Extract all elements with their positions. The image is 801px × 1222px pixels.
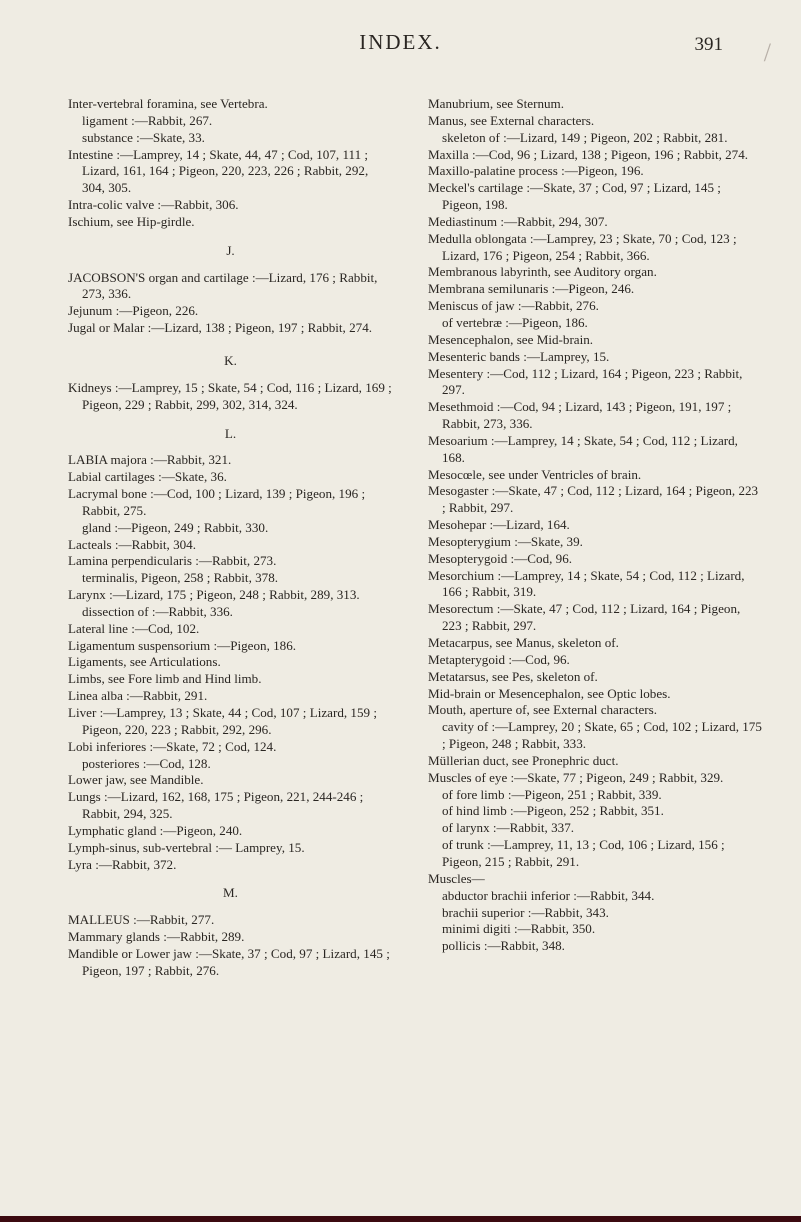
index-subentry: substance :—Skate, 33. <box>82 129 205 145</box>
index-entry: Lacrymal bone :—Cod, 100 ; Lizard, 139 ; Pigeon, 196 ; Rabbit, 275. <box>68 486 366 518</box>
index-entry: Mid-brain or Mesencephalon, see Optic lobes. <box>428 685 671 701</box>
index-entry: Limbs, see Fore limb and Hind limb. <box>68 671 262 687</box>
section-letter: L. <box>224 425 237 441</box>
index-entry: Mesethmoid :—Cod, 94 ; Lizard, 143 ; Pigeon, 191, 197 ; Rabbit, 273, 336. <box>428 399 732 432</box>
index-subentry: of trunk :—Lamprey, 11, 13 ; Cod, 106 ; Lizard, 156 ; Pigeon, 215 ; Rabbit, 291. <box>442 837 725 869</box>
index-entry: Liver :—Lamprey, 13 ; Skate, 44 ; Cod, 107 ; Lizard, 159 ; Pigeon, 220, 223 ; Rabbit, 292, 296. <box>68 705 377 737</box>
index-entry: Jejunum :—Pigeon, 226. <box>68 303 199 319</box>
index-entry: Larynx :—Lizard, 175 ; Pigeon, 248 ; Rabbit, 289, 313. <box>68 587 360 603</box>
index-entry: Lobi inferiores :—Skate, 72 ; Cod, 124. <box>68 738 277 754</box>
index-subentry: of larynx :—Rabbit, 337. <box>442 820 575 836</box>
index-entry: Kidneys :—Lamprey, 15 ; Skate, 54 ; Cod, 116 ; Lizard, 169 ; Pigeon, 229 ; Rabbit, 299, 302, 314, 324. <box>68 379 392 412</box>
index-entry: Lacteals :—Rabbit, 304. <box>68 536 196 552</box>
index-entry: Mandible or Lower jaw :—Skate, 37 ; Cod, 97 ; Lizard, 145 ; Pigeon, 197 ; Rabbit, 276. <box>68 945 390 978</box>
index-subentry: of fore limb :—Pigeon, 251 ; Rabbit, 339. <box>442 786 662 802</box>
index-entry: Medulla oblongata :—Lamprey, 23 ; Skate, 70 ; Cod, 123 ; Lizard, 176 ; Pigeon, 254 ; Rabbit, 366. <box>428 230 737 263</box>
page-number: 391 <box>694 34 723 55</box>
index-entry: Mesogaster :—Skate, 47 ; Cod, 112 ; Lizard, 164 ; Pigeon, 223 ; Rabbit, 297. <box>428 483 759 516</box>
index-entry: Intestine :—Lamprey, 14 ; Skate, 44, 47 ; Cod, 107, 111 ; Lizard, 161, 164 ; Pigeon, 220, 223, 226 ; Rabbit, 292, 304, 305. <box>68 146 369 196</box>
index-entry: Lyra :—Rabbit, 372. <box>68 856 177 872</box>
index-entry: Müllerian duct, see Pronephric duct. <box>428 752 619 768</box>
index-entry: Meniscus of jaw :—Rabbit, 276. <box>428 298 599 314</box>
index-entry: Meckel's cartilage :—Skate, 37 ; Cod, 97 ; Lizard, 145 ; Pigeon, 198. <box>428 180 721 213</box>
index-entry: JACOBSON'S organ and cartilage :—Lizard, 176 ; Rabbit, 273, 336. <box>68 269 378 302</box>
index-subentry: brachii superior :—Rabbit, 343. <box>442 904 609 920</box>
index-entry: Maxilla :—Cod, 96 ; Lizard, 138 ; Pigeon, 196 ; Rabbit, 274. <box>428 146 749 162</box>
page-header <box>0 30 801 70</box>
index-entry: Muscles of eye :—Skate, 77 ; Pigeon, 249 ; Rabbit, 329. <box>428 769 724 785</box>
index-entry: Mammary glands :—Rabbit, 289. <box>68 929 245 945</box>
index-entry: Intra-colic valve :—Rabbit, 306. <box>68 197 239 213</box>
index-entry: Lymphatic gland :—Pigeon, 240. <box>68 822 243 838</box>
index-entry: Labial cartilages :—Skate, 36. <box>68 469 227 485</box>
index-entry: Mesenteric bands :—Lamprey, 15. <box>428 348 610 364</box>
index-entry: Metacarpus, see Manus, skeleton of. <box>428 635 619 650</box>
index-entry: Lungs :—Lizard, 162, 168, 175 ; Pigeon, 221, 244-246 ; Rabbit, 294, 325. <box>68 789 364 822</box>
index-entry: Mediastinum :—Rabbit, 294, 307. <box>428 213 608 229</box>
index-entry: Ligaments, see Articulations. <box>68 654 221 670</box>
section-letter: M. <box>223 885 238 901</box>
index-subentry: dissection of :—Rabbit, 336. <box>82 603 233 619</box>
index-entry: Mesencephalon, see Mid-brain. <box>428 331 594 347</box>
index-subentry: minimi digiti :—Rabbit, 350. <box>442 921 596 937</box>
index-entry: Manubrium, see Sternum. <box>428 96 565 111</box>
index-entry: MALLEUS :—Rabbit, 277. <box>68 912 215 928</box>
index-subentry: ligament :—Rabbit, 267. <box>82 112 213 128</box>
index-subentry: gland :—Pigeon, 249 ; Rabbit, 330. <box>82 519 269 535</box>
index-entry: Mesentery :—Cod, 112 ; Lizard, 164 ; Pigeon, 223 ; Rabbit, 297. <box>428 365 743 398</box>
index-entry: Maxillo-palatine process :—Pigeon, 196. <box>428 163 644 179</box>
index-entry: Mesopterygoid :—Cod, 96. <box>428 550 573 566</box>
index-entry: Membrana semilunaris :—Pigeon, 246. <box>428 281 635 297</box>
index-entry: Lamina perpendicularis :—Rabbit, 273. <box>68 553 277 569</box>
index-entry: Mesorchium :—Lamprey, 14 ; Skate, 54 ; Cod, 112 ; Lizard, 166 ; Rabbit, 319. <box>428 567 745 600</box>
index-column-left <box>68 96 393 980</box>
index-entry: Lymph-sinus, sub-vertebral :— Lamprey, 15. <box>68 839 305 855</box>
index-entry: Ischium, see Hip-girdle. <box>68 213 195 229</box>
index-entry: Mesocœle, see under Ventricles of brain. <box>428 466 642 482</box>
index-entry: Mesoarium :—Lamprey, 14 ; Skate, 54 ; Cod, 112 ; Lizard, 168. <box>428 432 738 465</box>
index-entry: Muscles— <box>428 870 485 886</box>
index-entry: Jugal or Malar :—Lizard, 138 ; Pigeon, 197 ; Rabbit, 274. <box>68 320 373 336</box>
index-subentry: posteriores :—Cod, 128. <box>82 755 211 771</box>
index-entry: Metatarsus, see Pes, skeleton of. <box>428 668 598 684</box>
index-entry: Mesohepar :—Lizard, 164. <box>428 517 570 533</box>
section-letter: J. <box>226 242 235 258</box>
index-entry: Lower jaw, see Mandible. <box>68 772 204 788</box>
index-entry: Membranous labyrinth, see Auditory organ. <box>428 264 657 280</box>
index-column-right <box>428 96 763 955</box>
index-entry: Metapterygoid :—Cod, 96. <box>428 651 570 667</box>
bottom-edge-band <box>0 1216 801 1222</box>
index-subentry: terminalis, Pigeon, 258 ; Rabbit, 378. <box>82 570 279 586</box>
page-title: INDEX. <box>359 30 442 54</box>
index-entry: Linea alba :—Rabbit, 291. <box>68 688 208 704</box>
index-entry: Manus, see External characters. <box>428 112 595 128</box>
index-entry: Inter-vertebral foramina, see Vertebra. <box>68 96 268 111</box>
corner-pencil-mark: / <box>763 38 771 67</box>
index-subentry: of vertebræ :—Pigeon, 186. <box>442 314 588 330</box>
index-entry: Mesorectum :—Skate, 47 ; Cod, 112 ; Lizard, 164 ; Pigeon, 223 ; Rabbit, 297. <box>428 601 741 634</box>
index-entry: Lateral line :—Cod, 102. <box>68 620 200 636</box>
index-subentry: abductor brachii inferior :—Rabbit, 344. <box>442 887 655 903</box>
section-letter: K. <box>224 352 237 368</box>
index-entry: Ligamentum suspensorium :—Pigeon, 186. <box>68 637 297 653</box>
index-subentry: skeleton of :—Lizard, 149 ; Pigeon, 202 ; Rabbit, 281. <box>442 129 728 145</box>
index-entry: Mouth, aperture of, see External characters. <box>428 702 658 718</box>
index-subentry: cavity of :—Lamprey, 20 ; Skate, 65 ; Cod, 102 ; Lizard, 175 ; Pigeon, 248 ; Rabbit, 333. <box>442 719 762 752</box>
index-subentry: pollicis :—Rabbit, 348. <box>442 938 565 954</box>
index-entry: LABIA majora :—Rabbit, 321. <box>68 452 232 468</box>
index-entry: Mesopterygium :—Skate, 39. <box>428 533 583 549</box>
index-subentry: of hind limb :—Pigeon, 252 ; Rabbit, 351. <box>442 803 664 819</box>
